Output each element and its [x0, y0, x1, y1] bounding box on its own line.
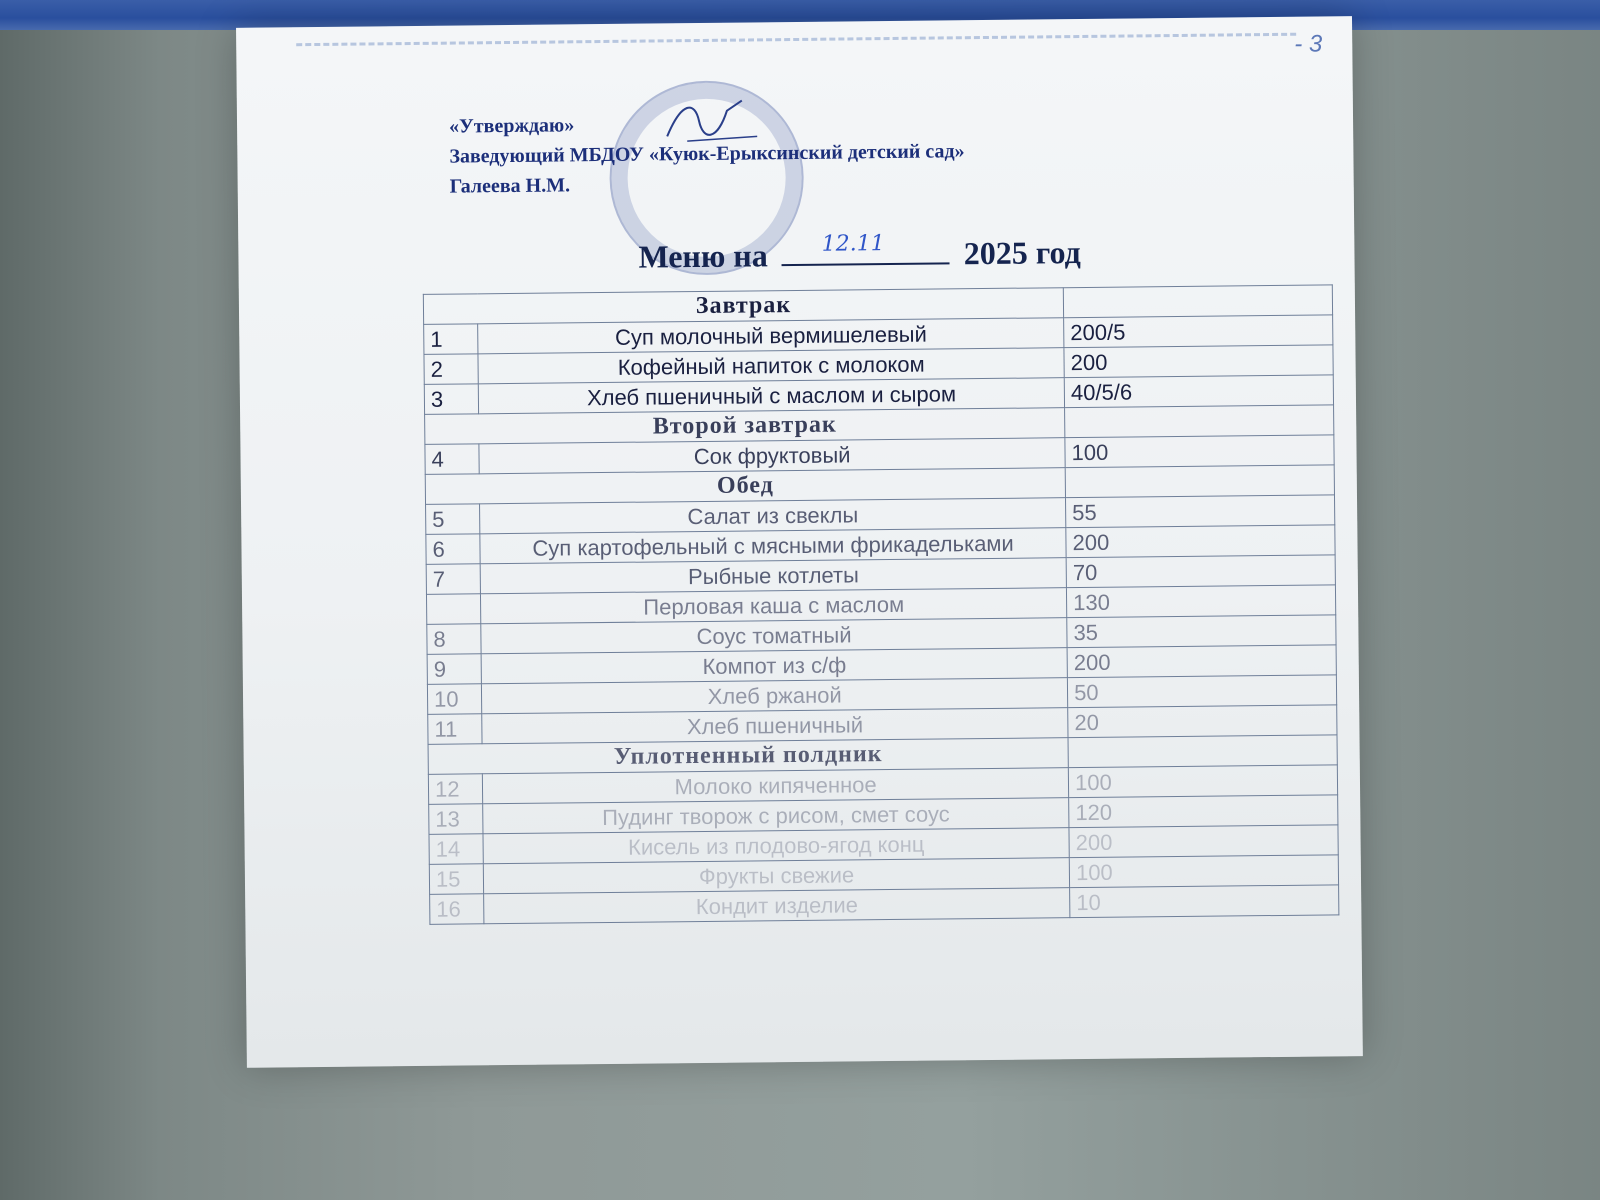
- dish-name: Перловая каша с маслом: [481, 588, 1067, 624]
- section-portion-empty: [1068, 735, 1337, 768]
- dish-name: Пудинг творож с рисом, смет соус: [483, 798, 1069, 834]
- row-number: 3: [424, 384, 478, 415]
- dish-portion: 55: [1066, 495, 1335, 528]
- menu-table: [423, 284, 1340, 924]
- dish-name: Суп картофельный с мясными фрикадельками: [480, 528, 1066, 564]
- dish-name: Салат из свеклы: [480, 498, 1066, 534]
- row-number: 15: [429, 864, 483, 895]
- document-page: [236, 16, 1363, 1068]
- dish-portion: 200: [1069, 825, 1338, 858]
- page-number: - 3: [1294, 30, 1323, 58]
- dish-name: Суп молочный вермишелевый: [478, 318, 1064, 354]
- row-number: 13: [429, 804, 483, 835]
- row-number: 12: [428, 774, 482, 805]
- row-number: 14: [429, 834, 483, 865]
- section-heading: Второй завтрак: [425, 408, 1065, 445]
- dish-name: Хлеб пшеничный: [482, 708, 1068, 744]
- dish-name: Фрукты свежие: [483, 858, 1069, 894]
- title-prefix: Меню на: [638, 237, 768, 275]
- dish-name: Хлеб пшеничный с маслом и сыром: [478, 378, 1064, 414]
- dish-name: Хлеб ржаной: [482, 678, 1068, 714]
- row-number: 7: [426, 564, 480, 595]
- dish-portion: 130: [1067, 585, 1336, 618]
- section-heading: Обед: [425, 468, 1065, 505]
- section-portion-empty: [1065, 465, 1334, 498]
- row-number: 11: [428, 714, 482, 745]
- section-heading: Уплотненный полдник: [428, 738, 1068, 775]
- dish-portion: 200: [1067, 645, 1336, 678]
- row-number: 16: [430, 894, 484, 925]
- dish-name: Рыбные котлеты: [480, 558, 1066, 594]
- dish-portion: 20: [1068, 705, 1337, 738]
- row-number: 6: [426, 534, 480, 565]
- approval-line-name: Галеева Н.М.: [449, 174, 571, 198]
- dish-portion: 50: [1067, 675, 1336, 708]
- date-blank: [782, 231, 950, 266]
- section-portion-empty: [1065, 405, 1334, 438]
- dish-portion: 100: [1068, 765, 1337, 798]
- page-title: [638, 233, 1081, 276]
- dish-portion: 35: [1067, 615, 1336, 648]
- row-number: 4: [425, 444, 479, 475]
- title-suffix: 2025 год: [963, 234, 1081, 272]
- dish-name: Компот из с/ф: [481, 648, 1067, 684]
- row-number: 1: [424, 324, 478, 355]
- row-number: [426, 594, 480, 625]
- dish-portion: 200: [1064, 345, 1333, 378]
- dish-portion: 70: [1066, 555, 1335, 588]
- dish-name: Сок фруктовый: [479, 438, 1065, 474]
- dish-portion: 200/5: [1064, 315, 1333, 348]
- header-rule: [296, 33, 1296, 46]
- section-portion-empty: [1063, 285, 1332, 318]
- dish-name: Кисель из плодово-ягод конц: [483, 828, 1069, 864]
- approval-line-approve: «Утверждаю»: [448, 114, 575, 138]
- row-number: 8: [427, 624, 481, 655]
- handwritten-date: 12.11: [821, 231, 885, 257]
- dish-name: Кофейный напиток с молоком: [478, 348, 1064, 384]
- row-number: 5: [426, 504, 480, 535]
- dish-name: Соус томатный: [481, 618, 1067, 654]
- row-number: 2: [424, 354, 478, 385]
- section-heading: Завтрак: [423, 288, 1063, 325]
- dish-name: Молоко кипяченное: [483, 768, 1069, 804]
- row-number: 10: [427, 684, 481, 715]
- dish-portion: 200: [1066, 525, 1335, 558]
- dish-name: Кондит изделие: [484, 888, 1070, 924]
- approval-line-position: Заведующий МБДОУ «Куюк-Ерыксинский детский сад»: [449, 140, 965, 168]
- dish-portion: 120: [1069, 795, 1338, 828]
- dish-portion: 10: [1070, 885, 1339, 918]
- dish-portion: 40/5/6: [1064, 375, 1333, 408]
- dish-portion: 100: [1065, 435, 1334, 468]
- approval-block: [449, 104, 1170, 202]
- row-number: 9: [427, 654, 481, 685]
- dish-portion: 100: [1069, 855, 1338, 888]
